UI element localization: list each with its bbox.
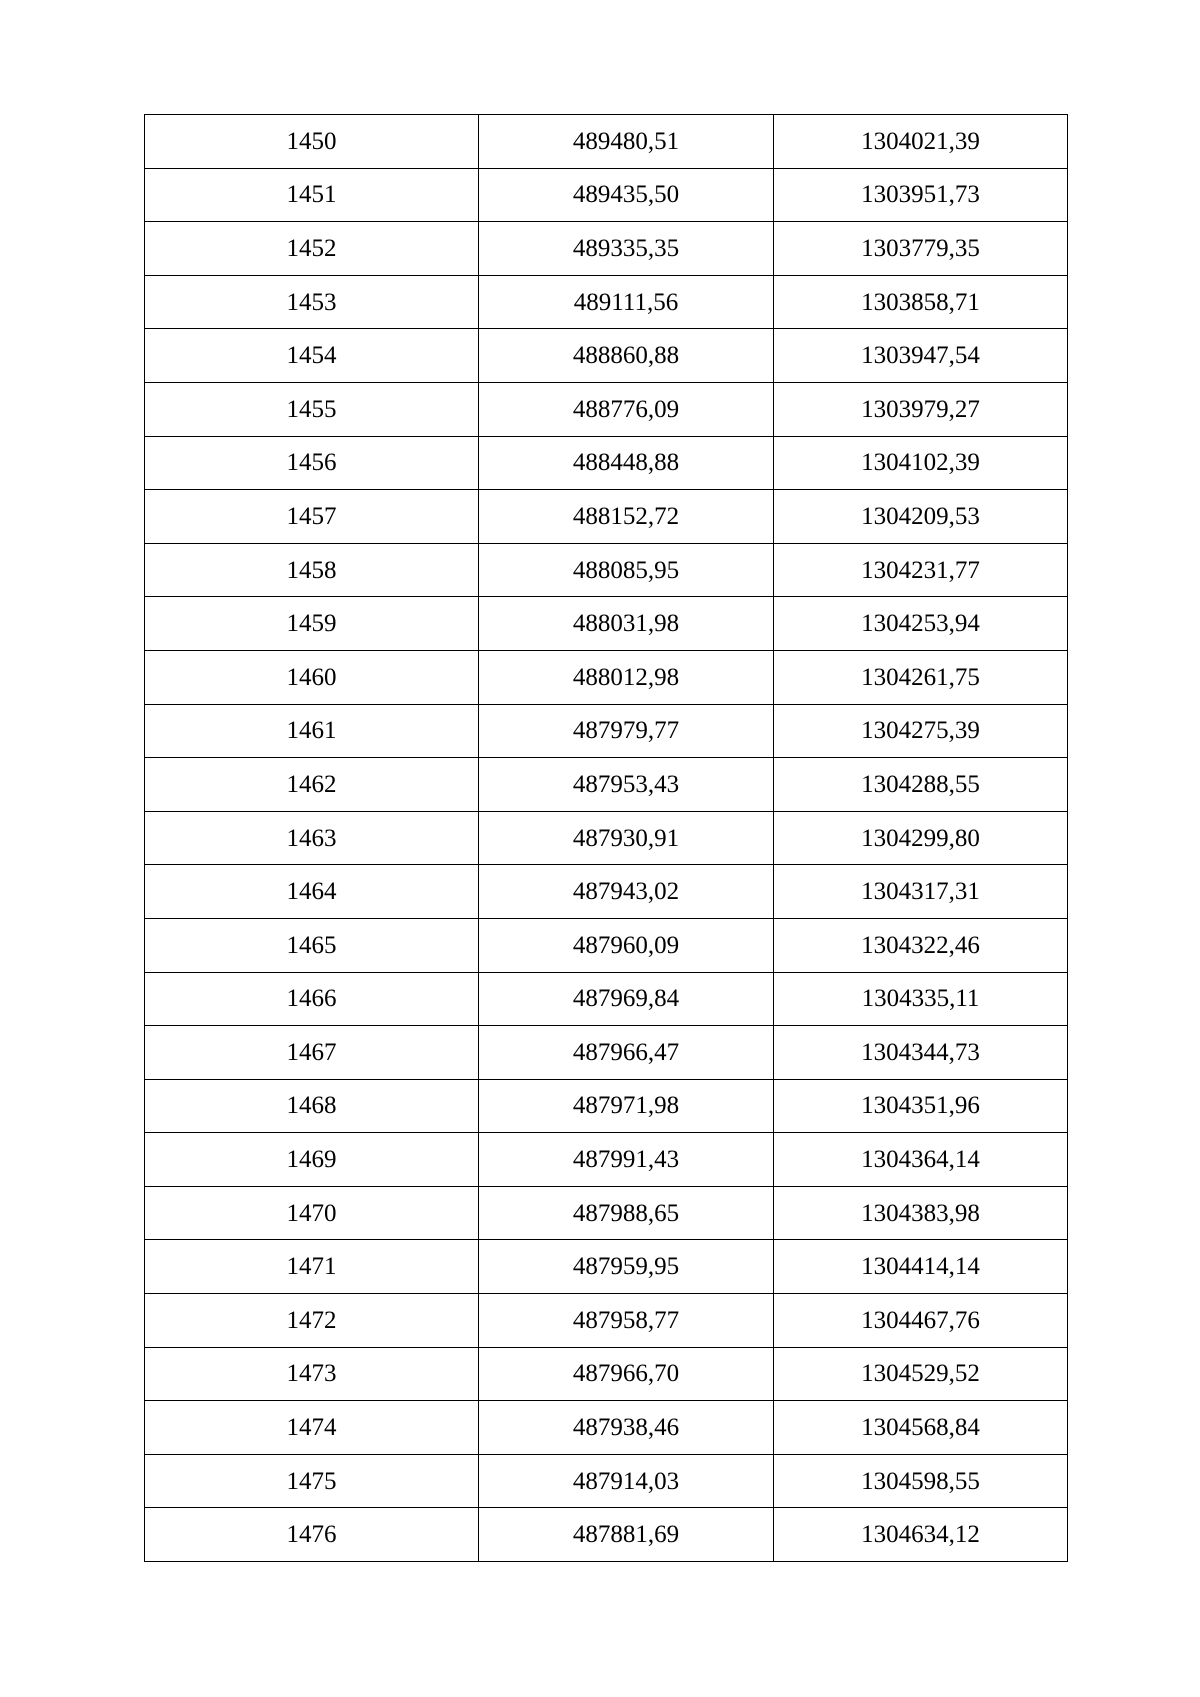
y-coordinate-cell: 1304598,55: [774, 1454, 1068, 1508]
point-number-cell: 1453: [145, 275, 479, 329]
y-coordinate-cell: 1304351,96: [774, 1079, 1068, 1133]
table-row: [145, 811, 1068, 865]
table-row: [145, 222, 1068, 276]
table-row: [145, 650, 1068, 704]
table-row: [145, 1133, 1068, 1187]
y-coordinate-cell: 1304383,98: [774, 1186, 1068, 1240]
y-coordinate-cell: 1304261,75: [774, 650, 1068, 704]
y-coordinate-cell: 1304253,94: [774, 597, 1068, 651]
y-coordinate-cell: 1304102,39: [774, 436, 1068, 490]
table-row: [145, 1401, 1068, 1455]
point-number-cell: 1470: [145, 1186, 479, 1240]
table-row: [145, 704, 1068, 758]
point-number-cell: 1457: [145, 490, 479, 544]
point-number-cell: 1475: [145, 1454, 479, 1508]
y-coordinate-cell: 1304288,55: [774, 758, 1068, 812]
x-coordinate-cell: 487966,47: [479, 1026, 774, 1080]
x-coordinate-cell: 487943,02: [479, 865, 774, 919]
point-number-cell: 1455: [145, 382, 479, 436]
x-coordinate-cell: 487930,91: [479, 811, 774, 865]
table-row: [145, 1294, 1068, 1348]
point-number-cell: 1469: [145, 1133, 479, 1187]
point-number-cell: 1450: [145, 115, 479, 169]
x-coordinate-cell: 489335,35: [479, 222, 774, 276]
y-coordinate-cell: 1304275,39: [774, 704, 1068, 758]
table-row: [145, 490, 1068, 544]
point-number-cell: 1452: [145, 222, 479, 276]
y-coordinate-cell: 1304021,39: [774, 115, 1068, 169]
x-coordinate-cell: 488860,88: [479, 329, 774, 383]
x-coordinate-cell: 487971,98: [479, 1079, 774, 1133]
x-coordinate-cell: 488776,09: [479, 382, 774, 436]
table-row: [145, 918, 1068, 972]
point-number-cell: 1474: [145, 1401, 479, 1455]
point-number-cell: 1467: [145, 1026, 479, 1080]
y-coordinate-cell: 1304317,31: [774, 865, 1068, 919]
table-row: [145, 1240, 1068, 1294]
point-number-cell: 1461: [145, 704, 479, 758]
point-number-cell: 1456: [145, 436, 479, 490]
table-row: [145, 275, 1068, 329]
x-coordinate-cell: 488031,98: [479, 597, 774, 651]
point-number-cell: 1458: [145, 543, 479, 597]
coordinates-table-body: [145, 115, 1068, 1562]
y-coordinate-cell: 1304231,77: [774, 543, 1068, 597]
y-coordinate-cell: 1304344,73: [774, 1026, 1068, 1080]
x-coordinate-cell: 488448,88: [479, 436, 774, 490]
y-coordinate-cell: 1304335,11: [774, 972, 1068, 1026]
y-coordinate-cell: 1303979,27: [774, 382, 1068, 436]
table-row: [145, 382, 1068, 436]
table-row: [145, 972, 1068, 1026]
point-number-cell: 1464: [145, 865, 479, 919]
x-coordinate-cell: 487958,77: [479, 1294, 774, 1348]
y-coordinate-cell: 1304209,53: [774, 490, 1068, 544]
y-coordinate-cell: 1304364,14: [774, 1133, 1068, 1187]
x-coordinate-cell: 488085,95: [479, 543, 774, 597]
point-number-cell: 1471: [145, 1240, 479, 1294]
table-row: [145, 1026, 1068, 1080]
y-coordinate-cell: 1304467,76: [774, 1294, 1068, 1348]
table-row: [145, 1079, 1068, 1133]
x-coordinate-cell: 487979,77: [479, 704, 774, 758]
x-coordinate-cell: 489480,51: [479, 115, 774, 169]
y-coordinate-cell: 1304529,52: [774, 1347, 1068, 1401]
x-coordinate-cell: 487988,65: [479, 1186, 774, 1240]
y-coordinate-cell: 1304568,84: [774, 1401, 1068, 1455]
y-coordinate-cell: 1304634,12: [774, 1508, 1068, 1562]
y-coordinate-cell: 1304299,80: [774, 811, 1068, 865]
x-coordinate-cell: 488012,98: [479, 650, 774, 704]
y-coordinate-cell: 1303951,73: [774, 168, 1068, 222]
point-number-cell: 1454: [145, 329, 479, 383]
x-coordinate-cell: 487881,69: [479, 1508, 774, 1562]
coordinates-table: [144, 114, 1068, 1562]
point-number-cell: 1465: [145, 918, 479, 972]
x-coordinate-cell: 487953,43: [479, 758, 774, 812]
table-row: [145, 1508, 1068, 1562]
table-row: [145, 758, 1068, 812]
point-number-cell: 1473: [145, 1347, 479, 1401]
point-number-cell: 1472: [145, 1294, 479, 1348]
x-coordinate-cell: 489435,50: [479, 168, 774, 222]
table-row: [145, 865, 1068, 919]
table-row: [145, 168, 1068, 222]
x-coordinate-cell: 489111,56: [479, 275, 774, 329]
x-coordinate-cell: 487966,70: [479, 1347, 774, 1401]
point-number-cell: 1466: [145, 972, 479, 1026]
table-row: [145, 597, 1068, 651]
table-row: [145, 115, 1068, 169]
point-number-cell: 1459: [145, 597, 479, 651]
x-coordinate-cell: 487960,09: [479, 918, 774, 972]
x-coordinate-cell: 488152,72: [479, 490, 774, 544]
x-coordinate-cell: 487969,84: [479, 972, 774, 1026]
point-number-cell: 1451: [145, 168, 479, 222]
y-coordinate-cell: 1303858,71: [774, 275, 1068, 329]
table-row: [145, 1454, 1068, 1508]
table-row: [145, 1186, 1068, 1240]
table-row: [145, 1347, 1068, 1401]
point-number-cell: 1463: [145, 811, 479, 865]
point-number-cell: 1476: [145, 1508, 479, 1562]
point-number-cell: 1460: [145, 650, 479, 704]
table-row: [145, 329, 1068, 383]
point-number-cell: 1468: [145, 1079, 479, 1133]
x-coordinate-cell: 487991,43: [479, 1133, 774, 1187]
y-coordinate-cell: 1303779,35: [774, 222, 1068, 276]
y-coordinate-cell: 1303947,54: [774, 329, 1068, 383]
point-number-cell: 1462: [145, 758, 479, 812]
x-coordinate-cell: 487914,03: [479, 1454, 774, 1508]
x-coordinate-cell: 487959,95: [479, 1240, 774, 1294]
y-coordinate-cell: 1304322,46: [774, 918, 1068, 972]
y-coordinate-cell: 1304414,14: [774, 1240, 1068, 1294]
table-row: [145, 543, 1068, 597]
x-coordinate-cell: 487938,46: [479, 1401, 774, 1455]
table-row: [145, 436, 1068, 490]
